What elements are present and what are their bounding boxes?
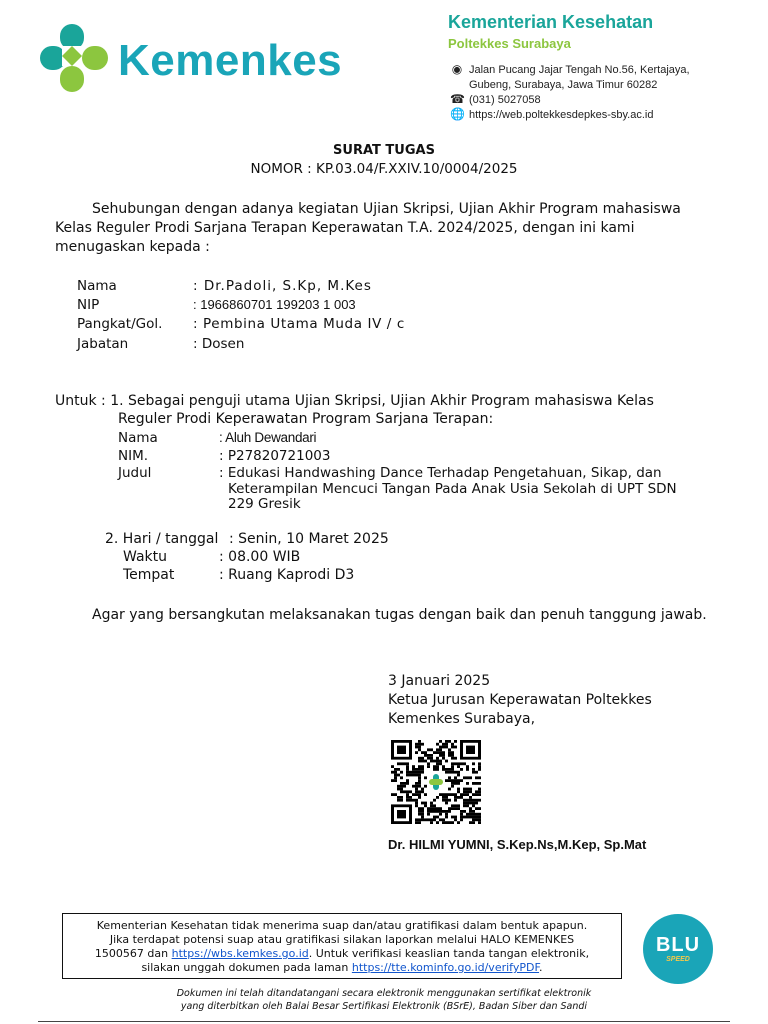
qr-code-signature xyxy=(391,740,481,824)
assignee-label-jabatan: Jabatan xyxy=(77,336,129,352)
untuk-line-1: Untuk : 1. Sebagai penguji utama Ujian Skripsi, Ujian Akhir Program mahasiswa Kelas xyxy=(55,393,654,409)
signature-block xyxy=(388,672,652,729)
wbs-link[interactable]: https://wbs.kemkes.go.id xyxy=(171,947,309,960)
intro-paragraph xyxy=(55,200,715,257)
student-block xyxy=(118,430,718,520)
address-line-2: Gubeng, Surabaya, Jawa Timur 60282 xyxy=(469,79,658,91)
notice-line-4-pre: silakan unggah dokumen pada laman xyxy=(141,961,352,974)
address-line-1: Jalan Pucang Jajar Tengah No.56, Kertajaya, xyxy=(469,64,690,76)
student-value-judul: : Edukasi Handwashing Dance Terhadap Pengetahuan, Sikap, dan xyxy=(219,465,662,481)
assignee-value-nama: : Dr.Padoli, S.Kp, M.Kes xyxy=(193,278,372,294)
closing-sentence: Agar yang bersangkutan melaksanakan tugas dengan baik dan penuh tanggung jawab. xyxy=(92,607,707,623)
student-value-nim: : P27820721003 xyxy=(219,448,331,464)
logo-wordmark: Kemenkes xyxy=(118,36,343,85)
judul-line-2: Keterampilan Mencuci Tangan Pada Anak Usia Sekolah di UPT SDN xyxy=(228,481,677,497)
assignee-label-pangkat: Pangkat/Gol. xyxy=(77,316,163,332)
assignee-value-jabatan: : Dosen xyxy=(193,336,245,352)
notice-line-3-post: . Untuk verifikasi keaslian tanda tangan elektronik, xyxy=(308,947,590,960)
letter-title: SURAT TUGAS xyxy=(333,143,435,158)
student-label-nim: NIM. xyxy=(118,448,149,464)
sign-role-line-1: Ketua Jurusan Keperawatan Poltekkes xyxy=(388,692,652,708)
student-label-nama: Nama xyxy=(118,430,158,446)
phone-number: (031) 5027058 xyxy=(469,94,541,106)
notice-line-3-pre: 1500567 dan xyxy=(94,947,172,960)
website[interactable] xyxy=(450,107,653,123)
esign-line-1: Dokumen ini telah ditandatangani secara elektronik menggunakan sertifikat elektronik xyxy=(176,988,592,999)
assignee-value-nip: : 1966860701 199203 1 003 xyxy=(193,297,356,312)
org-subtitle: Poltekkes Surabaya xyxy=(448,36,571,51)
schedule-value-tempat: : Ruang Kaprodi D3 xyxy=(219,567,355,583)
untuk-line-2: Reguler Prodi Keperawatan Program Sarjana Terapan: xyxy=(118,411,494,427)
schedule-label-waktu: Waktu xyxy=(123,549,167,565)
notice-line-1: Kementerian Kesehatan tidak menerima suap dan/atau gratifikasi dalam bentuk apapun. xyxy=(96,919,588,932)
assignee-label-nama: Nama xyxy=(77,278,117,294)
signer-name: Dr. HILMI YUMNI, S.Kep.Ns,M.Kep, Sp.Mat xyxy=(388,837,647,852)
student-label-judul: Judul xyxy=(118,465,152,481)
notice-line-4-post: . xyxy=(539,961,543,974)
intro-line: Kelas Reguler Prodi Sarjana Terapan Keperawatan T.A. 2024/2025, dengan ini kami xyxy=(55,220,635,236)
intro-line: Sehubungan dengan adanya kegiatan Ujian Skripsi, Ujian Akhir Program mahasiswa xyxy=(92,201,681,217)
notice-line-2: Jika terdapat potensi suap atau gratifikasi silakan laporkan melalui HALO KEMENKES xyxy=(109,933,575,946)
globe-icon: 🌐 xyxy=(450,107,465,121)
footer-divider xyxy=(38,1021,730,1022)
schedule-value-waktu: : 08.00 WIB xyxy=(219,549,301,565)
sign-role-line-2: Kemenkes Surabaya, xyxy=(388,711,536,727)
sign-date: 3 Januari 2025 xyxy=(388,673,491,689)
schedule-head: 2. Hari / tanggal xyxy=(105,531,219,547)
kemenkes-logo-icon xyxy=(40,24,108,92)
telephone-icon: ☎ xyxy=(450,92,465,106)
org-title: Kementerian Kesehatan xyxy=(448,12,654,32)
assignee-label-nip: NIP xyxy=(77,297,100,313)
schedule-label-tempat: Tempat xyxy=(123,567,175,583)
location-pin-icon: ◉ xyxy=(451,62,463,76)
phone xyxy=(450,92,541,108)
verify-pdf-link[interactable]: https://tte.kominfo.go.id/verifyPDF xyxy=(351,961,540,974)
blu-logo-text: BLU xyxy=(655,934,701,956)
address xyxy=(450,62,690,93)
judul-line-3: 229 Gresik xyxy=(228,496,301,512)
intro-line: menugaskan kepada : xyxy=(55,239,210,255)
schedule-date: : Senin, 10 Maret 2025 xyxy=(229,531,389,547)
blu-logo-subtext: SPEED xyxy=(666,956,690,963)
student-value-nama: : Aluh Dewandari xyxy=(219,430,317,445)
assignee-value-pangkat: : Pembina Utama Muda IV / c xyxy=(193,316,405,332)
assignee-block xyxy=(77,278,677,358)
esign-line-2: yang diterbitkan oleh Balai Besar Sertifikasi Elektronik (BSrE), Badan Siber dan Sandi xyxy=(180,1001,588,1012)
letter-number: NOMOR : KP.03.04/F.XXIV.10/0004/2025 xyxy=(250,161,518,177)
website-url[interactable]: https://web.poltekkesdepkes-sby.ac.id xyxy=(469,109,654,121)
anti-gratification-notice xyxy=(62,913,622,979)
